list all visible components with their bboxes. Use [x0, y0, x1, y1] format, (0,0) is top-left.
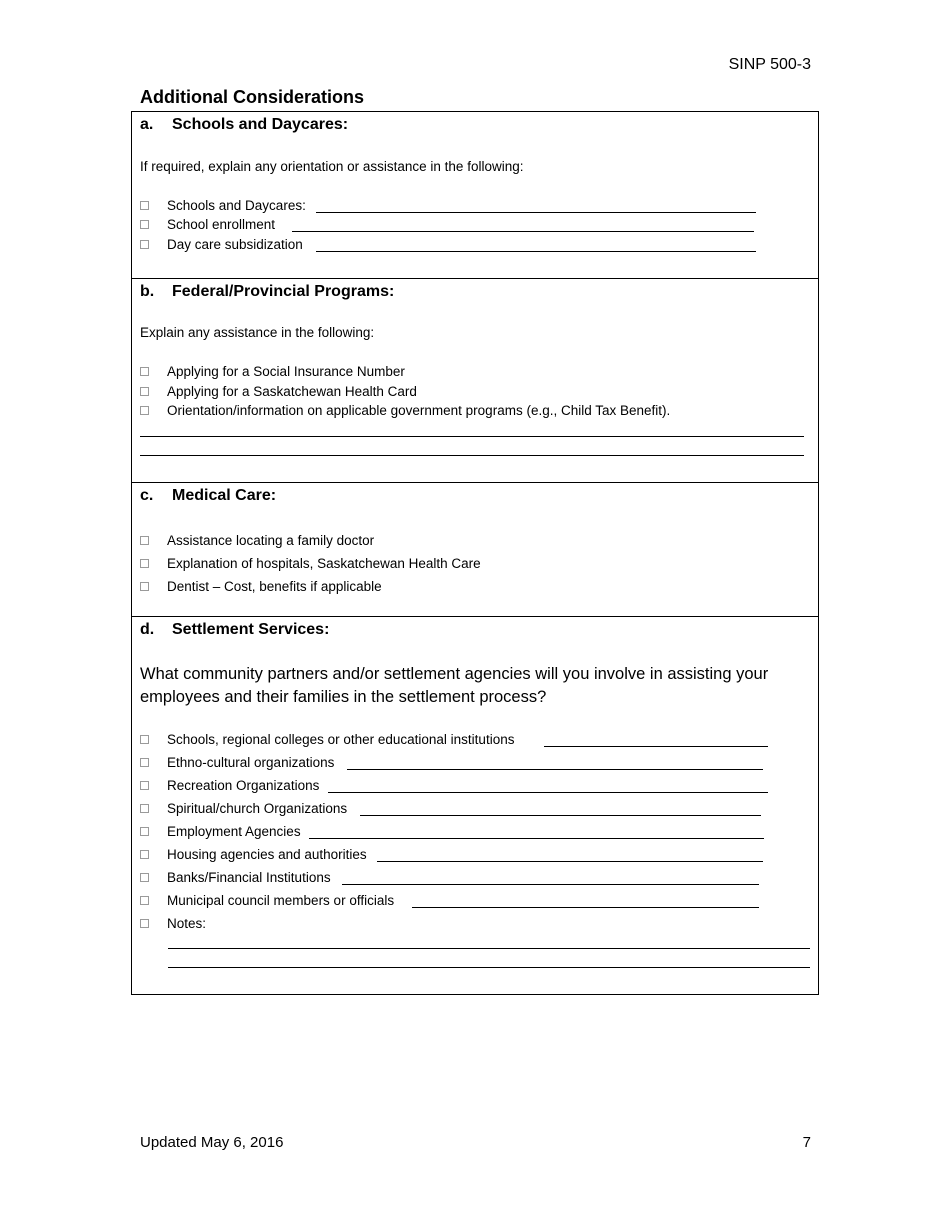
answer-line[interactable] — [140, 436, 804, 437]
answer-line[interactable] — [347, 769, 763, 770]
checkbox-item[interactable] — [140, 533, 374, 548]
answer-line[interactable] — [342, 884, 759, 885]
section-federal-provincial — [131, 278, 819, 483]
item-label: School enrollment — [167, 217, 276, 232]
notes-line[interactable] — [168, 967, 810, 968]
item-label: Applying for a Social Insurance Number — [167, 364, 405, 379]
page-title: Additional Considerations — [140, 87, 365, 107]
checkbox-item[interactable] — [140, 893, 394, 908]
section-schools-daycares — [131, 111, 819, 279]
section-d-title — [140, 621, 329, 639]
answer-line[interactable] — [544, 746, 768, 747]
checkbox[interactable] — [140, 387, 149, 396]
answer-line[interactable] — [328, 792, 768, 793]
checkbox-item[interactable] — [140, 198, 306, 213]
checkbox[interactable] — [140, 827, 149, 836]
checkbox[interactable] — [140, 406, 149, 415]
item-label: Orientation/information on applicable government programs (e.g., Child Tax Benefit). — [167, 403, 671, 418]
section-a-letter: a. — [140, 116, 154, 133]
item-label: Applying for a Saskatchewan Health Card — [167, 384, 417, 399]
item-label: Notes: — [167, 916, 207, 931]
checkbox-item[interactable] — [140, 847, 367, 862]
checkbox-item[interactable] — [140, 556, 481, 571]
checkbox-item[interactable] — [140, 579, 382, 594]
section-settlement-services — [131, 616, 819, 995]
checkbox[interactable] — [140, 758, 149, 767]
answer-line[interactable] — [309, 838, 764, 839]
checkbox-item[interactable] — [140, 778, 319, 793]
section-b-heading: Federal/Provincial Programs: — [172, 283, 395, 300]
section-d-letter: d. — [140, 621, 155, 638]
checkbox[interactable] — [140, 896, 149, 905]
checkbox[interactable] — [140, 804, 149, 813]
checkbox-item[interactable] — [140, 755, 334, 770]
section-b-letter: b. — [140, 283, 155, 300]
checkbox[interactable] — [140, 201, 149, 210]
section-a-intro: If required, explain any orientation or assistance in the following: — [140, 159, 524, 174]
item-label: Municipal council members or officials — [167, 893, 395, 908]
checkbox-item[interactable] — [140, 801, 347, 816]
item-label: Schools, regional colleges or other educational institutions — [167, 732, 515, 747]
checkbox[interactable] — [140, 536, 149, 545]
item-label: Banks/Financial Institutions — [167, 870, 331, 885]
checkbox-item[interactable] — [140, 870, 331, 885]
section-a-title — [140, 116, 348, 134]
checkbox-item[interactable] — [140, 916, 206, 931]
answer-line[interactable] — [316, 251, 756, 252]
answer-line[interactable] — [316, 212, 756, 213]
section-a-heading: Schools and Daycares: — [172, 116, 349, 133]
footer-updated-date: Updated May 6, 2016 — [140, 1134, 284, 1151]
section-b-title — [140, 283, 394, 301]
item-label: Recreation Organizations — [167, 778, 320, 793]
section-c-title — [140, 487, 276, 505]
checkbox[interactable] — [140, 919, 149, 928]
section-d-heading: Settlement Services: — [172, 621, 330, 638]
answer-line[interactable] — [377, 861, 763, 862]
checkbox[interactable] — [140, 873, 149, 882]
answer-line[interactable] — [292, 231, 754, 232]
answer-line[interactable] — [412, 907, 759, 908]
form-code: SINP 500-3 — [728, 56, 811, 73]
item-label: Employment Agencies — [167, 824, 301, 839]
checkbox-item[interactable] — [140, 384, 417, 399]
checkbox[interactable] — [140, 559, 149, 568]
checkbox-item[interactable] — [140, 237, 303, 252]
item-label: Assistance locating a family doctor — [167, 533, 375, 548]
section-medical-care — [131, 482, 819, 617]
item-label: Day care subsidization — [167, 237, 303, 252]
item-label: Dentist – Cost, benefits if applicable — [167, 579, 382, 594]
notes-line[interactable] — [168, 948, 810, 949]
answer-line[interactable] — [360, 815, 761, 816]
checkbox[interactable] — [140, 367, 149, 376]
item-label: Housing agencies and authorities — [167, 847, 367, 862]
checkbox-item[interactable] — [140, 364, 405, 379]
item-label: Spiritual/church Organizations — [167, 801, 348, 816]
checkbox[interactable] — [140, 850, 149, 859]
section-c-heading: Medical Care: — [172, 487, 277, 504]
checkbox-item[interactable] — [140, 732, 514, 747]
checkbox-item[interactable] — [140, 403, 670, 418]
checkbox-item[interactable] — [140, 217, 275, 232]
page-number: 7 — [802, 1134, 811, 1151]
item-label: Explanation of hospitals, Saskatchewan Health Care — [167, 556, 481, 571]
checkbox[interactable] — [140, 781, 149, 790]
answer-line[interactable] — [140, 455, 804, 456]
checkbox[interactable] — [140, 220, 149, 229]
checkbox[interactable] — [140, 735, 149, 744]
item-label: Ethno-cultural organizations — [167, 755, 335, 770]
checkbox-item[interactable] — [140, 824, 301, 839]
checkbox[interactable] — [140, 582, 149, 591]
checkbox[interactable] — [140, 240, 149, 249]
section-c-letter: c. — [140, 487, 154, 504]
item-label: Schools and Daycares: — [167, 198, 306, 213]
section-d-question: What community partners and/or settlement agencies will you involve in assisting your employees and their families in the settlement process? — [140, 665, 769, 706]
section-b-intro: Explain any assistance in the following: — [140, 325, 375, 340]
